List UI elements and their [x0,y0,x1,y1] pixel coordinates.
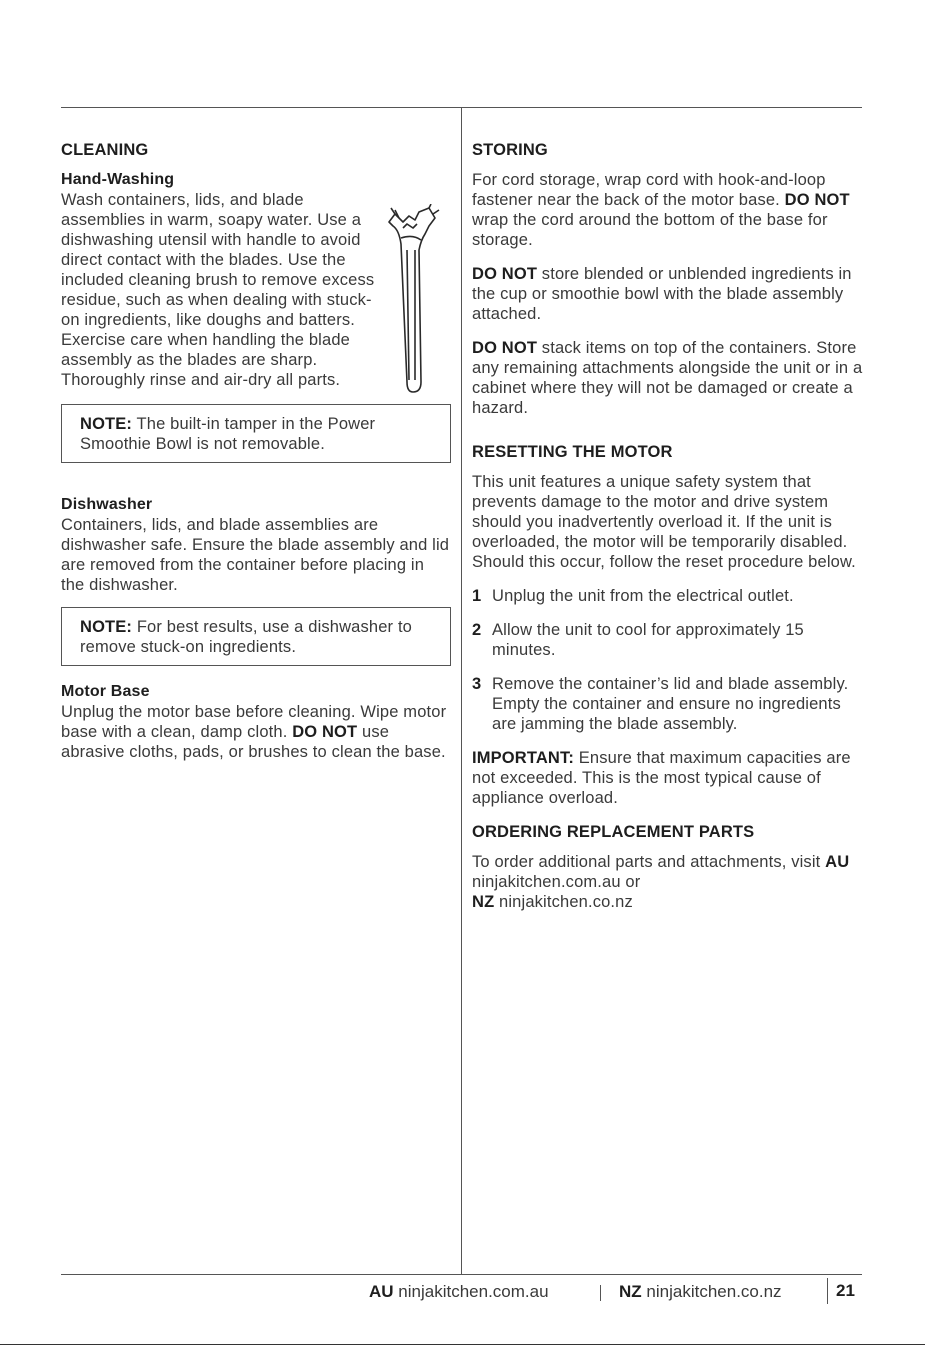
page-edge [0,1344,925,1345]
do-not-label: DO NOT [472,339,538,357]
au-label: AU [825,853,850,871]
do-not-label: DO NOT [292,723,358,741]
right-column [472,140,867,912]
warning-text: use abrasive cloths, pads, or brushes to clean the base. [61,723,446,761]
hand-washing-heading: Hand-Washing [61,171,175,188]
step-number: 1 [472,587,482,605]
note-text: For best results, use a dishwasher to remove stuck-on ingredients. [80,618,413,656]
motor-base-body: Unplug the motor base before cleaning. Wipe motor base with a clean, damp cloth. [61,703,447,741]
dishwasher-note-box [61,607,451,666]
important-paragraph [472,748,867,808]
storing-p2-text: store blended or unblended ingredients in the cup or smoothie bowl with the blade assembly attached. [472,265,852,323]
list-item [472,674,867,734]
hand-washing-section [61,170,451,463]
cleaning-title: CLEANING [61,141,149,159]
ordering-text: To order additional parts and attachments, visit [472,853,826,871]
page-number: 21 [836,1281,855,1300]
nz-link[interactable]: ninjakitchen.co.nz [494,893,633,911]
storing-p1-start: For cord storage, wrap cord with hook-and-loop fastener near the back of the motor base. [472,171,826,209]
cleaning-brush-icon [385,204,441,400]
step-text: Allow the unit to cool for approximately 15 minutes. [492,621,804,659]
motor-base-heading: Motor Base [61,683,150,700]
page-number-divider [827,1278,828,1304]
dishwasher-heading: Dishwasher [61,496,153,513]
important-label: IMPORTANT: [472,749,575,767]
ordering-title: ORDERING REPLACEMENT PARTS [472,823,755,841]
reset-steps-list [472,586,867,734]
au-link[interactable]: ninjakitchen.com.au or [472,873,641,891]
footer-separator [600,1285,601,1301]
tamper-note-box [61,404,451,463]
footer-au-label: AU [369,1282,394,1301]
note-label: NOTE: [80,415,133,433]
motor-base-text [61,702,451,762]
left-column [61,140,451,762]
note-text: The built-in tamper in the Power Smoothie Bowl is not removable. [80,415,376,453]
storing-p3-text: stack items on top of the containers. Store any remaining attachments alongside the unit or in a cabinet where they will not be damaged or create a hazard. [472,339,863,417]
footer-au [369,1280,549,1304]
footer-nz [619,1280,782,1304]
hand-washing-text: Wash containers, lids, and blade assemblies in warm, soapy water. Use a dishwashing utensil with handle to avoid direct contact with the blades. Use the included cleaning brush to remove excess residue, such as when dealing with stuck-on ingredients, like doughs and batters. Exercise care when handling the blade assembly as the blades are sharp. Thoroughly rinse and air-dry all parts. [61,191,375,389]
do-not-label: DO NOT [784,191,850,209]
bottom-rule [61,1274,862,1275]
step-number: 3 [472,675,482,693]
important-text: Ensure that maximum capacities are not exceeded. This is the most typical cause of appliance overload. [472,749,851,807]
ordering-paragraph [472,852,867,912]
resetting-intro: This unit features a unique safety system that prevents damage to the motor and drive system should you inadvertently overload it. If the unit is overloaded, the motor will be temporarily disabled. Should this occur, follow the reset procedure below. [472,473,856,571]
storing-title: STORING [472,141,548,159]
storing-p1-end: wrap the cord around the bottom of the base for storage. [472,211,828,249]
list-item [472,586,867,606]
dishwasher-section [61,495,451,666]
step-number: 2 [472,621,482,639]
page-footer [0,1278,925,1308]
footer-au-link[interactable]: ninjakitchen.com.au [398,1282,549,1301]
list-item [472,620,867,660]
footer-nz-label: NZ [619,1282,642,1301]
nz-label: NZ [472,893,495,911]
step-text: Unplug the unit from the electrical outlet. [492,587,794,605]
dishwasher-text: Containers, lids, and blade assemblies are dishwasher safe. Ensure the blade assembly and lid are removed from the container before placing in the dishwasher. [61,516,450,594]
note-label: NOTE: [80,618,133,636]
column-divider [461,107,462,1274]
storing-paragraph-3 [472,338,867,418]
do-not-label: DO NOT [472,265,538,283]
resetting-title: RESETTING THE MOTOR [472,443,673,461]
footer-nz-link[interactable]: ninjakitchen.co.nz [646,1282,782,1301]
storing-paragraph-2 [472,264,867,324]
motor-base-section [61,682,451,762]
storing-paragraph-1 [472,170,867,250]
step-text: Remove the container’s lid and blade assembly. Empty the container and ensure no ingredients are jamming the blade assembly. [492,675,849,733]
